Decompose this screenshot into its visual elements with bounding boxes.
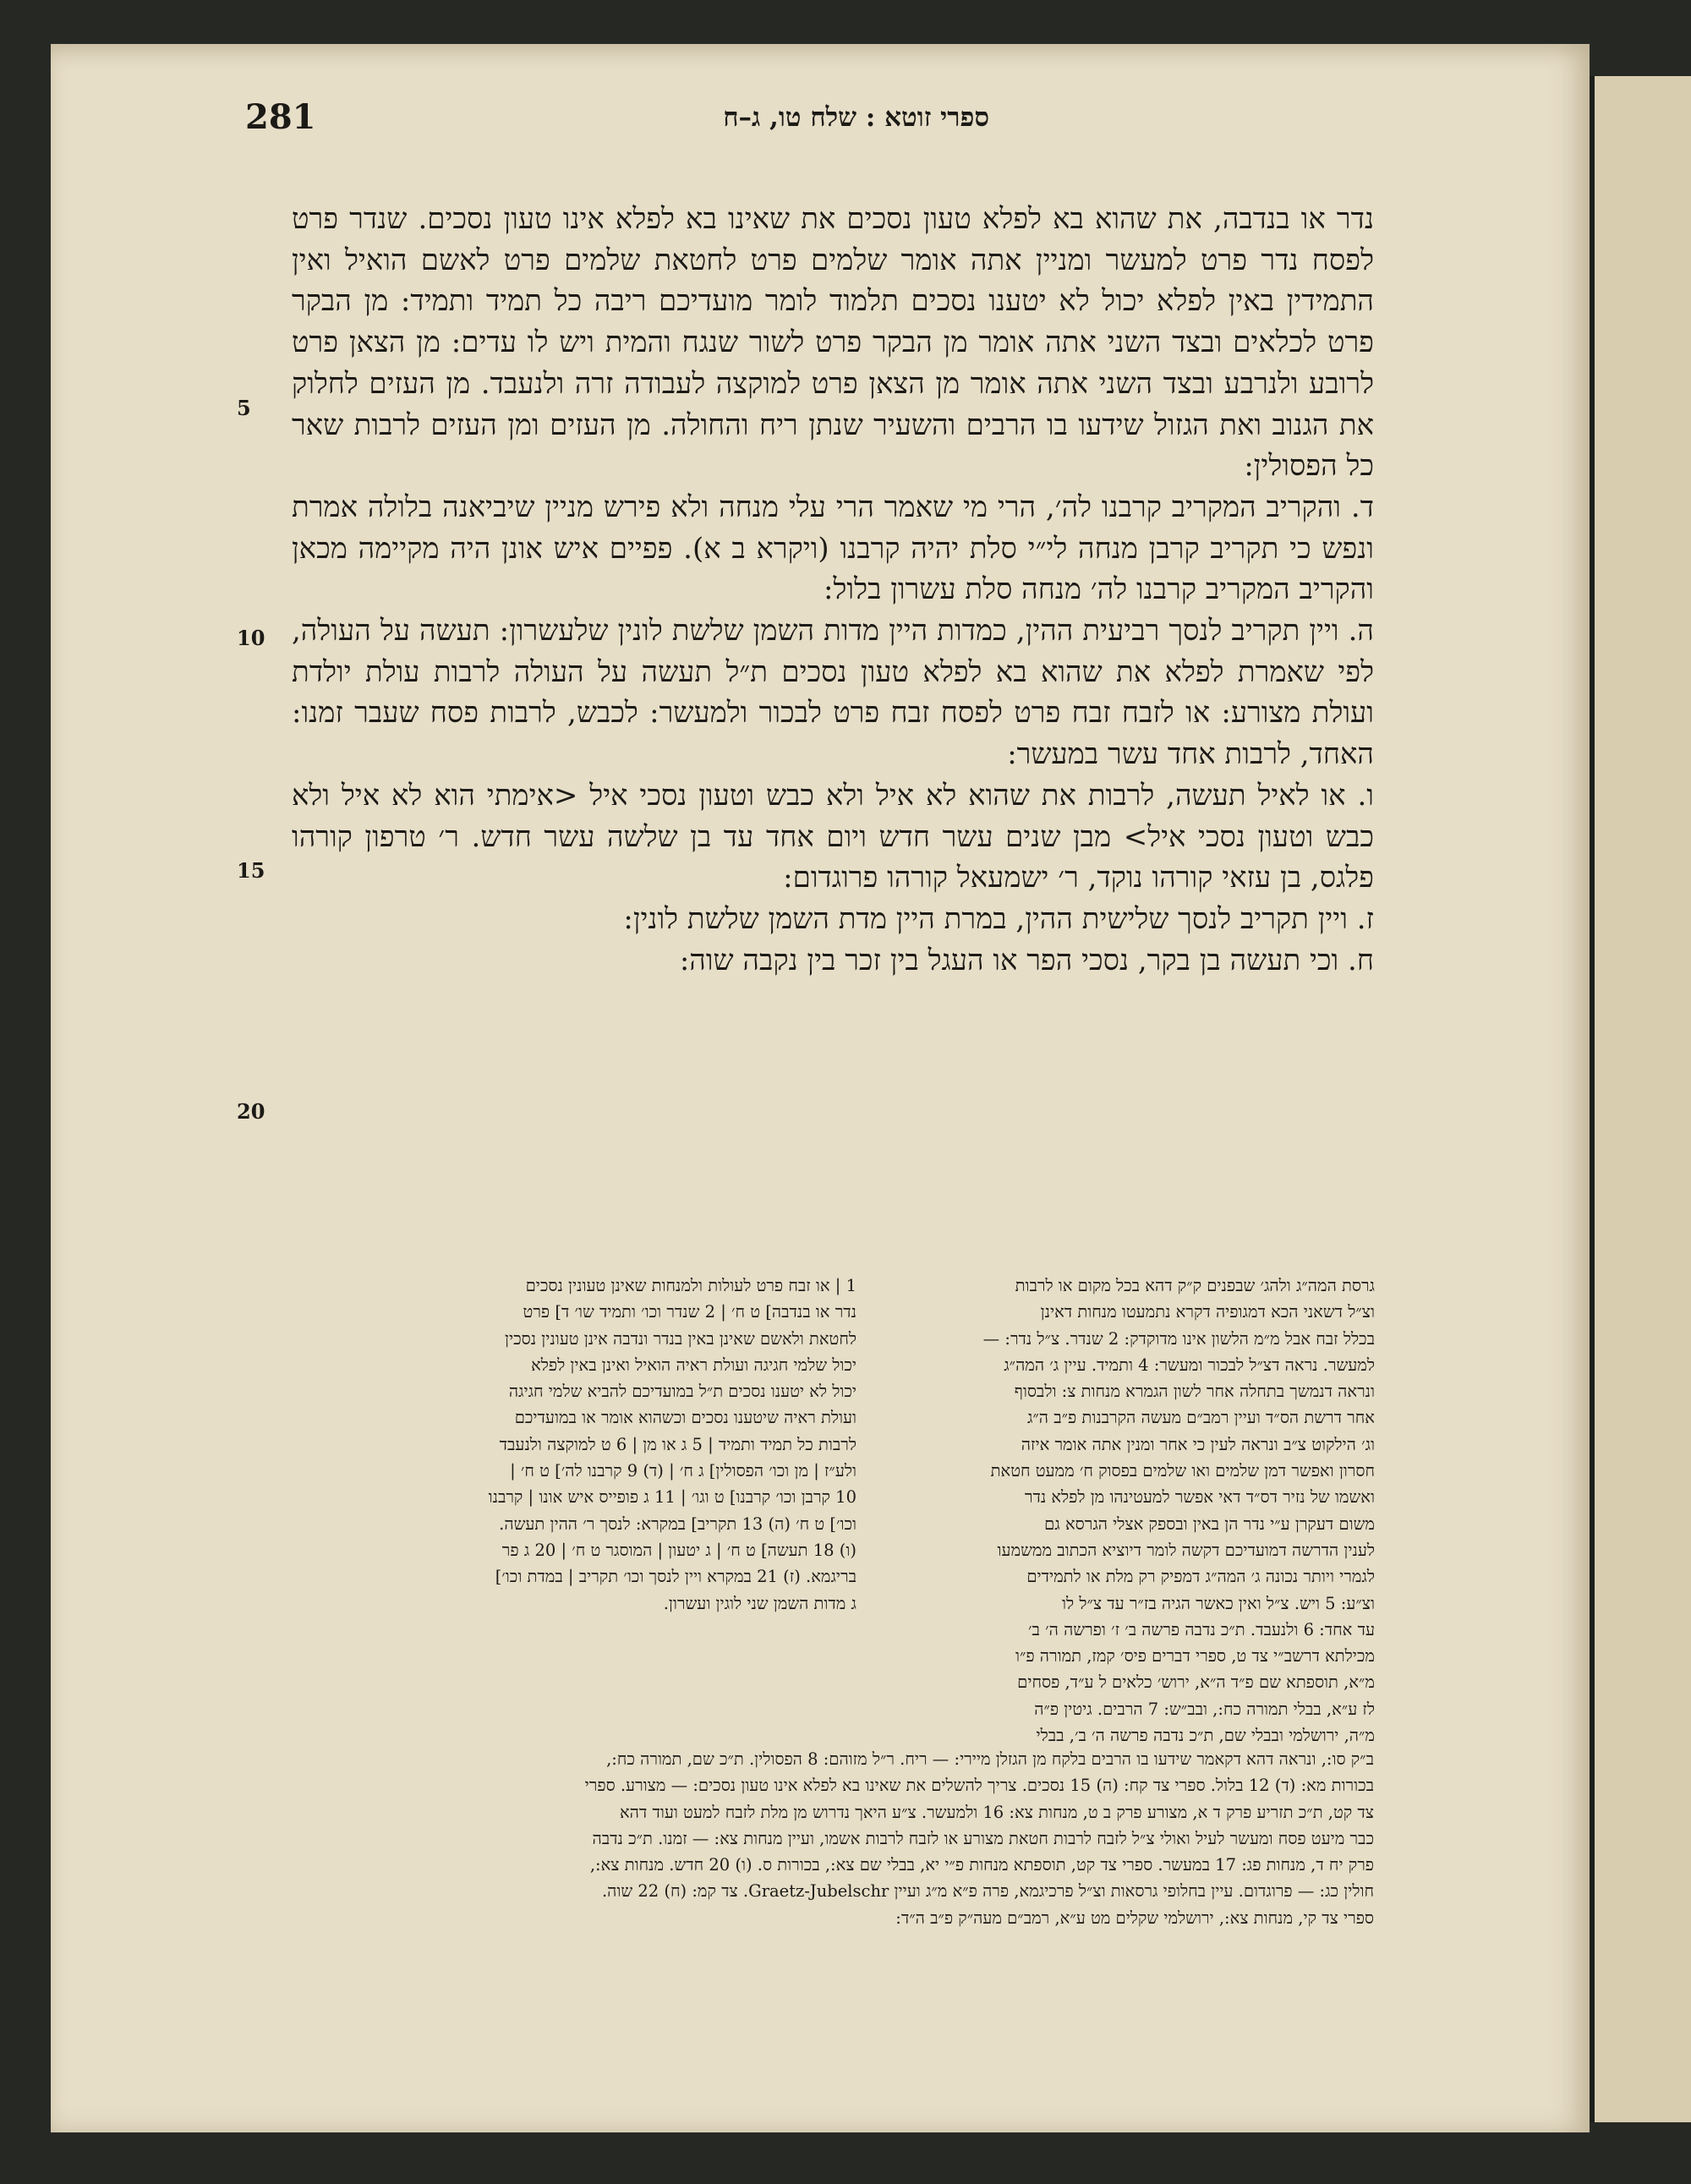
apparatus-line: יכול לא יטענו נסכים ת״ל במועדיכם להביא שלמי חגיגה [508,1382,856,1402]
variant-readings-apparatus [292,1273,856,1617]
line-number: 5 [237,396,251,420]
apparatus-line: בריגמא. (ז) 21 במקרא ויין לנסך וכו׳ תקריב | במדת וכו׳] [495,1567,856,1587]
paragraph-4: ד. והקריב המקריב קרבנו לה׳, הרי מי שאמר הרי עלי מנחה ולא פירש מניין שיביאנה בלולה אמרת ונפש כי תקריב קרבן מנחה לי״י סלת יהיה קרבנו (ויקרא ב א). פפיים איש אונן היה מקיימה מכאן והקריב המקריב קרבנו לה׳ מנחה סלת עשרון בלול: [292,490,1374,607]
commentary-line: אחר דרשת הס״ד ועיין רמב״ם מעשה הקרבנות פ״ב ה״ג [1026,1408,1375,1428]
commentary-line: מ״א, תוספתא שם פ״ד ה״א, ירוש׳ כלאים ל ע״ד, פסחים [1017,1672,1375,1693]
commentary-line: בכורות מא: (ד) 12 בלול. ספרי צד קח: (ה) 15 נסכים. צריך להשלים את שאינו בא לפלא אינו טעון נסכים: — מצורע. ספרי [584,1776,1374,1796]
commentary-line: לענין הדרשה דמועדיכם דקשה לומר דיוציא הכתוב ממשמעו [997,1540,1375,1560]
paragraph-7: ז. ויין תקריב לנסך שלישית ההין, במרת היין מדת השמן שלשת לונין: [623,901,1374,936]
line-number: 20 [237,1099,265,1124]
line-number: 10 [237,626,265,650]
paragraph-5: ה. ויין תקריב לנסך רביעית ההין, כמדות היין מדות השמן שלשת לונין שלעשרון: תעשה על העולה, לפי שאמרת לפלא את שהוא בא לפלא טעון נסכים ת״ל תעשה על העולה לרבות עולת יולדת ועולת מצורע: או לזבח זבח פרט לפסח זבח פרט לבכור ולמעשר: לכבש, לרבות פסח שעבר זמנו: האחד, לרבות אחד עשר במעשר: [292,614,1374,772]
line-number: 15 [237,858,265,883]
commentary-line: וצ״ל דשאני הכא דמגופיה דקרא נתמעטו מנחות דאינן [1040,1302,1375,1322]
commentary-line: גרסת המה״ג ולהג׳ שבפנים ק״ק דהא בכל מקום או לרבות [1015,1276,1375,1295]
commentary-line: מכילתא דרשב״י צד ט, ספרי דברים פיס׳ קמז, תמורה פ״ו [1015,1646,1375,1667]
paragraph-3-continued: נדר או בנדבה, את שהוא בא לפלא טעון נסכים את שאינו בא לפלא אינו טעון נסכים. שנדר פרט לפסח נדר פרט למעשר ומניין אתה אומר שלמים פרט לחטאת שלמים פרט לאשם הואיל ואין התמידין באין לפלא יכול לא יטענו נסכים תלמוד לומר מועדיכם ריבה כל תמיד ותמיד: מן הבקר פרט לכלאים ובצד השני אתה אומר מן הבקר פרט לשור שנגח והמית ויש לו עדים: מן הצאן פרט לרובע ולנרבע ובצד השני אתה אומר מן הצאן פרט למוקצה לעבודה זרה ולנעבד. מן העזים לחלוק את הגנוב ואת הגזול שידעו בו הרבים והשעיר שנתן ריח והחולה. מן העזים ומן העזים לרבות שאר כל הפסולין: [292,202,1374,484]
commentary-line: משום דעקרן ע״י נדר הן באין ובספק אצלי הגרסא גם [1044,1513,1375,1534]
commentary-line: עד אחד: 6 ולנעבד. ת״כ נדבה פרשה ב׳ ז׳ ופרשה ה׳ ב׳ [1028,1619,1375,1639]
commentary-line: צד קט, ת״כ תזריע פרק ד א, מצורע פרק ב ט, מנחות צא: 16 ולמעשר. צ״ע היאך נדרוש מן מלת לזבח למעט ועוד דהא [619,1802,1374,1822]
commentary-line: לגמרי ויותר נכונה ג׳ המה״ג דמפיק רק מלת או לתמידים [1026,1567,1375,1587]
apparatus-line: ג מדות השמן שני לוגין ועשרון. [663,1593,856,1613]
commentary-line: ב״ק סו:, ונראה דהא דקאמר שידעו בו הרבים בלקח מן הגזלן מיירי: — ריח. ר״ל מזוהם: 8 הפסולין. ת״כ שם, תמורה כח:, [606,1749,1374,1769]
apparatus-line: ועולת ראיה שיטענו נסכים וכשהוא אומר או במועדיכם [514,1408,856,1428]
apparatus-line: 10 קרבן וכו׳ קרבנו] ט וגו׳ | 11 ג פופייס איש אונו | קרבנו [488,1487,856,1508]
apparatus-line: ולע״ז | מן וכו׳ הפסולין] ג ח׳ | (ד) 9 קרבנו לה׳] ט ח׳ | [510,1461,856,1481]
commentary-line: לז ע״א, בבלי תמורה כח:, ובב״ש: 7 הרבים. גיטין פ״ה [1034,1699,1375,1719]
commentary-line: חולין כג: — פרוגדום. עיין בחלופי גרסאות וצ״ל פרכיגמא, פרה פ״א מ״ג ועיין Graetz-Jubelschr. צד קמ: (ח) 22 שוה. [601,1881,1374,1902]
apparatus-line: לרבות כל תמיד ותמיד | 5 ג או מן | 6 ט למוקצה ולנעבד [499,1434,856,1454]
apparatus-line: לחטאת ולאשם שאינן באין בנדר ונדבה אינן טעונין נסכין [505,1328,856,1349]
page-number: 281 [245,97,316,137]
paragraph-8: ח. וכי תעשה בן בקר, נסכי הפר או העגל בין זכר בין נקבה שוה: [679,943,1374,977]
commentary-notes [869,1273,1375,1749]
main-text [292,199,1374,981]
apparatus-line: 1 | או זבח פרט לעולות ולמנחות שאינן טעונין נסכים [525,1276,856,1295]
commentary-notes-full-width [292,1746,1374,1931]
commentary-line: למעשר. נראה דצ״ל לבכור ומעשר: 4 ותמיד. עיין ג׳ המה״ג [1004,1355,1375,1375]
apparatus-line: יכול שלמי חגיגה ועולת ראיה הואיל ואינן באין לפלא [531,1355,856,1375]
page-header [245,97,989,148]
apparatus-line: (ו) 18 תעשה] ט ח׳ | ג יטעון | המוסגר ט ח׳ | 20 ג פר [501,1540,856,1560]
commentary-line: בכלל זבח אבל מ״מ הלשון אינו מדוקדק: 2 שנדר. צ״ל נדר: — [982,1328,1375,1349]
running-title: ספרי זוטא : שלח טו, ג–ח [723,102,989,133]
apparatus-line: וכו׳] ט ח׳ (ה) 13 תקריב] במקרא: לנסך ר׳ ההין תעשה. [499,1513,856,1534]
commentary-line: ואשמו של נזיר דס״ד דאי אפשר למעטינהו מן לפלא נדר [1024,1487,1375,1508]
paragraph-6: ו. או לאיל תעשה, לרבות את שהוא לא איל ולא כבש וטעון נסכי איל <אימתי הוא לא איל ולא כבש וטעון נסכי איל> מבן שנים עשר חדש ויום אחד עד בן שלשה עשר חדש. ר׳ טרפון קורהו פלגס, בן עזאי קורהו נוקד, ר׳ ישמעאל קורהו פרוגדום: [292,778,1374,895]
commentary-line: כבר מיעט פסח ומעשר לעיל ואולי צ״ל לזבח לרבות חטאת מצורע או לזבח לרבות אשמו, ועיין מנחות צא: — זמנו. ת״כ נדבה [592,1828,1374,1848]
commentary-line: חסרון ואפשר דמן שלמים ואו שלמים בפסוק ח׳ ממעט חטאת [990,1461,1375,1481]
commentary-line: וצ״ע: 5 ויש. צ״ל ואין כאשר הגיה בז״ר עד צ״ל לו [1062,1593,1375,1613]
commentary-line: וג׳ הילקוט צ״ב ונראה לעין כי אחר ומנין אתה אומר איזה [1021,1434,1375,1454]
commentary-line: מ״ה, ירושלמי ובבלי שם, ת״כ נדבה פרשה ה׳ ב׳, בבלי [1036,1726,1375,1746]
apparatus-line: נדר או בנדבה] ט ח׳ | 2 שנדר וכו׳ ותמיד שו׳ ד] פרט [523,1302,856,1322]
adjacent-page-edge [1590,76,1691,2122]
commentary-line: ספרי צד קי, מנחות צא:, ירושלמי שקלים מט ע״א, רמב״ם מעה״ק פ״ב ה״ד: [895,1908,1374,1928]
commentary-line: פרק יח ד, מנחות פג: 17 במעשר. ספרי צד קט, תוספתא מנחות פ״י יא, בבלי שם צא:, בכורות ס. (ו) 20 חדש. מנחות צא:, [589,1855,1374,1875]
commentary-line: ונראה דנמשך בתחלה אחר לשון הגמרא מנחות צ: ולבסוף [1014,1382,1375,1402]
